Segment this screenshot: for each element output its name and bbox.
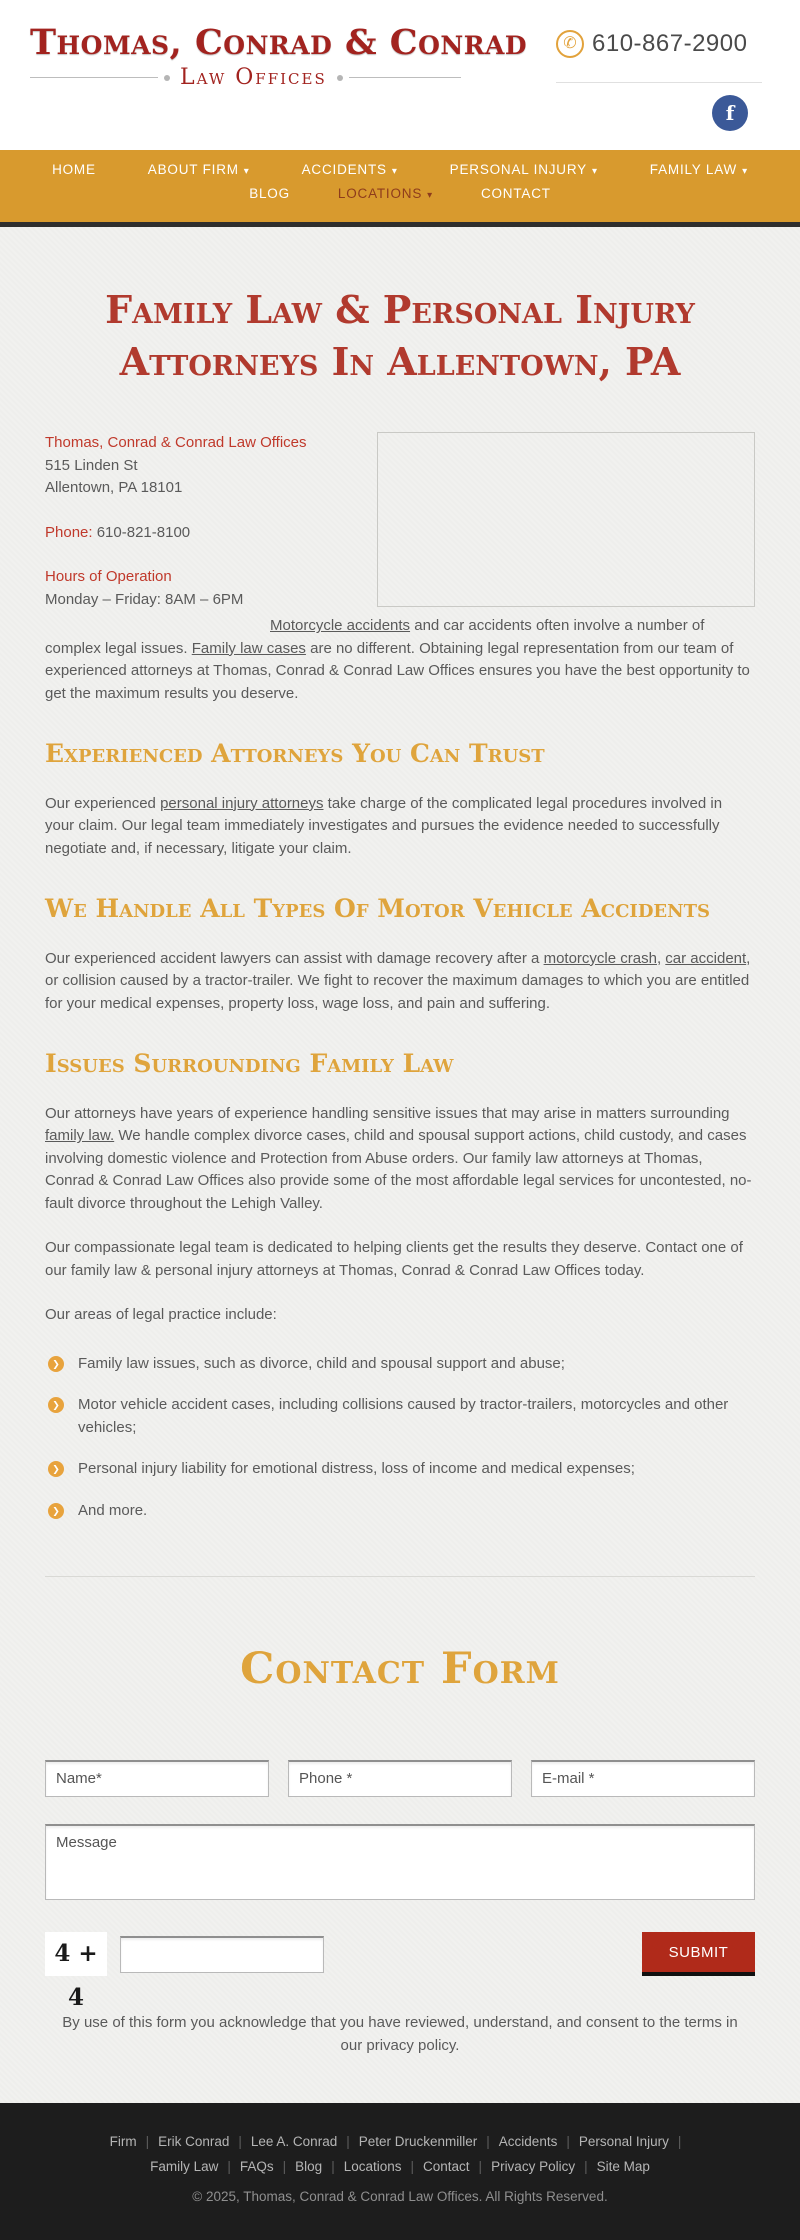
footer-link-erik-conrad[interactable]: Erik Conrad [158, 2134, 230, 2149]
list-item-text: Motor vehicle accident cases, including collisions caused by tractor-trailers, motorcycles and other vehicles; [78, 1396, 729, 1436]
footer-separator: | [478, 2158, 483, 2174]
contact-form-title: Contact Form [240, 1644, 560, 1695]
chevron-bullet-icon: ❯ [48, 1397, 64, 1413]
nav-item-about-firm[interactable]: ABOUT FIRM ▾ [147, 162, 250, 177]
footer-separator: | [410, 2158, 415, 2174]
submit-button[interactable]: SUBMIT [642, 1932, 755, 1976]
footer-separator: | [238, 2134, 242, 2149]
footer-separator: | [145, 2134, 150, 2149]
footer-link-peter-druckenmiller[interactable]: Peter Druckenmiller [358, 2134, 478, 2149]
inline-text-link[interactable]: personal injury attorneys [160, 794, 324, 812]
intro-paragraph [45, 615, 755, 705]
footer-link-site-map[interactable]: Site Map [596, 2158, 650, 2174]
office-name-link[interactable]: Thomas, Conrad & Conrad Law Offices [45, 434, 307, 452]
logo-rule-left [30, 77, 158, 78]
office-hours-row [45, 566, 345, 611]
location-map-placeholder[interactable] [377, 432, 755, 607]
nav-row-secondary [0, 186, 800, 201]
footer-links-row2 [0, 2155, 800, 2180]
footer-link-family-law[interactable]: Family Law [150, 2158, 219, 2174]
footer-copyright: © 2025, Thomas, Conrad & Conrad Law Offices. All Rights Reserved. [192, 2188, 608, 2204]
logo-dot-right [337, 75, 343, 81]
footer-separator: | [282, 2158, 287, 2174]
phone-field[interactable] [288, 1760, 512, 1797]
logo-subline [30, 65, 560, 90]
footer-separator: | [566, 2134, 570, 2149]
chevron-bullet-icon: ❯ [48, 1503, 64, 1519]
chevron-down-icon: ▾ [742, 166, 748, 177]
footer-link-accidents[interactable]: Accidents [498, 2134, 558, 2149]
site-footer [0, 2103, 800, 2240]
contact-form [45, 1760, 755, 2012]
message-field[interactable] [45, 1824, 755, 1900]
logo-firm-name: Thomas, Conrad & Conrad [30, 22, 528, 63]
office-address-line1: 515 Linden St [45, 456, 138, 474]
text-run: We handle complex divorce cases, child and spousal support actions, child custody, and cases involving domestic violence and Protection from Abuse orders. Our family law attorneys at Thomas, Conrad & Conrad Law Offices also provide some of the most affordable legal services for uncontested, no-fault divorce throughout the Lehigh Valley. [45, 1127, 752, 1212]
nav-item-contact[interactable]: CONTACT [480, 186, 551, 201]
footer-link-firm[interactable]: Firm [109, 2134, 137, 2149]
text-run: are no different. Obtaining legal representation from our team of experienced attorneys at Thomas, Conrad & Conrad Law Offices ensures you have the best opportunity to get the maximum results you deserve. [45, 639, 750, 702]
nav-item-locations[interactable]: LOCATIONS ▾ [337, 186, 433, 201]
inline-text-link[interactable]: Motorcycle accidents [270, 617, 411, 635]
text-run: and car accidents often involve a number of complex legal issues. [45, 617, 705, 657]
footer-link-faqs[interactable]: FAQs [239, 2158, 274, 2174]
site-header [0, 0, 800, 150]
section-paragraph [45, 1304, 755, 1327]
text-run: Our areas of legal practice include: [45, 1306, 277, 1324]
list-item-text: Personal injury liability for emotional distress, loss of income and medical expenses; [78, 1460, 635, 1478]
section-heading-family-law: Issues Surrounding Family Law [45, 1049, 454, 1079]
text-run: take charge of the complicated legal procedures involved in your claim. Our legal team immediately investigates and pursues the evidence needed to successfully negotiate and, if necessary, litigate your claim. [45, 794, 723, 857]
header-phone[interactable] [556, 30, 747, 58]
footer-link-contact[interactable]: Contact [423, 2158, 470, 2174]
firm-logo[interactable] [30, 22, 560, 90]
section-paragraph [45, 948, 755, 1016]
email-field[interactable] [531, 1760, 755, 1797]
footer-separator: | [584, 2158, 588, 2174]
text-run: Our experienced accident lawyers can assist with damage recovery after a [45, 949, 544, 967]
footer-separator: | [486, 2134, 490, 2149]
nav-item-home[interactable]: HOME [52, 162, 96, 177]
footer-link-blog[interactable]: Blog [295, 2158, 323, 2174]
captcha-answer-field[interactable] [120, 1936, 324, 1973]
footer-separator: | [346, 2134, 350, 2149]
section-heading-accidents: We Handle All Types Of Motor Vehicle Accidents [45, 894, 710, 924]
text-run: Our experienced [45, 794, 161, 812]
office-phone-number[interactable]: 610-821-8100 [96, 523, 191, 541]
captcha-challenge: 4 + 4 [45, 1932, 107, 1976]
main-navigation [0, 150, 800, 222]
name-field[interactable] [45, 1760, 269, 1797]
section-paragraph [45, 1103, 755, 1216]
footer-link-lee-a-conrad[interactable]: Lee A. Conrad [250, 2134, 338, 2149]
inline-text-link[interactable]: motorcycle crash [543, 949, 657, 967]
footer-separator: | [331, 2158, 335, 2174]
logo-law-offices: Law Offices [180, 65, 327, 90]
section-heading-trust: Experienced Attorneys You Can Trust [45, 739, 545, 769]
office-phone-label: Phone: [45, 523, 93, 541]
footer-links-row1 [0, 2130, 800, 2155]
office-address-line2: Allentown, PA 18101 [45, 479, 183, 497]
logo-rule-right [349, 77, 461, 78]
text-run: Our attorneys have years of experience handling sensitive issues that may arise in matters surrounding [45, 1104, 730, 1122]
footer-separator: | [677, 2134, 682, 2149]
nav-item-blog[interactable]: BLOG [249, 186, 290, 201]
chevron-bullet-icon: ❯ [48, 1356, 64, 1372]
footer-separator: | [227, 2158, 231, 2174]
office-info-section [45, 432, 755, 611]
facebook-icon[interactable]: f [712, 95, 748, 131]
logo-dot-left [164, 75, 170, 81]
chevron-down-icon: ▾ [391, 166, 398, 177]
header-divider [556, 82, 762, 83]
nav-item-family-law[interactable]: FAMILY LAW ▾ [649, 162, 748, 177]
list-item [45, 1458, 755, 1481]
captcha-row [45, 1932, 755, 2012]
text-run: , or collision caused by a tractor-trailer. We fight to recover the maximum damages to which you are entitled for your medical expenses, property loss, wage loss, and pain and suffering. [45, 949, 751, 1012]
office-details [45, 432, 345, 611]
footer-link-privacy-policy[interactable]: Privacy Policy [491, 2158, 576, 2174]
practice-areas-list [45, 1353, 755, 1523]
phone-icon: ✆ [556, 30, 584, 58]
page-title: Family Law & Personal Injury Attorneys In Allentown, PA [105, 287, 695, 385]
nav-item-accidents[interactable]: ACCIDENTS ▾ [301, 162, 398, 177]
section-divider [45, 1576, 755, 1577]
footer-link-personal-injury[interactable]: Personal Injury [578, 2134, 669, 2149]
header-phone-number[interactable]: 610-867-2900 [592, 30, 748, 57]
list-item-text: Family law issues, such as divorce, child and spousal support and abuse; [78, 1354, 565, 1372]
main-content [0, 227, 800, 2103]
text-run: Our compassionate legal team is dedicated to helping clients get the results they deserve. Contact one of our family law & personal injury attorneys at Thomas, Conrad & Conrad Law Offices today. [45, 1239, 743, 1279]
section-paragraph [45, 793, 755, 861]
inline-text-link[interactable]: family law. [45, 1127, 115, 1145]
chevron-bullet-icon: ❯ [48, 1461, 64, 1477]
inline-text-link[interactable]: car accident [665, 949, 747, 967]
chevron-down-icon: ▾ [427, 190, 433, 201]
nav-row-primary [0, 162, 800, 177]
list-item [45, 1500, 755, 1523]
form-disclaimer: By use of this form you acknowledge that you have reviewed, understand, and consent to the terms in our privacy policy. [62, 2014, 738, 2054]
footer-link-locations[interactable]: Locations [343, 2158, 402, 2174]
office-phone-row [45, 522, 345, 545]
chevron-down-icon: ▾ [591, 166, 598, 177]
office-hours-label: Hours of Operation [45, 568, 172, 586]
list-item [45, 1353, 755, 1376]
section-paragraph [45, 1237, 755, 1282]
contact-form-row [45, 1760, 755, 1797]
office-hours-value: Monday – Friday: 8AM – 6PM [45, 590, 244, 608]
list-item [45, 1394, 755, 1439]
text-run: , [656, 949, 666, 967]
list-item-text: And more. [78, 1501, 148, 1519]
nav-item-personal-injury[interactable]: PERSONAL INJURY ▾ [449, 162, 598, 177]
inline-text-link[interactable]: Family law cases [191, 639, 306, 657]
chevron-down-icon: ▾ [243, 166, 250, 177]
